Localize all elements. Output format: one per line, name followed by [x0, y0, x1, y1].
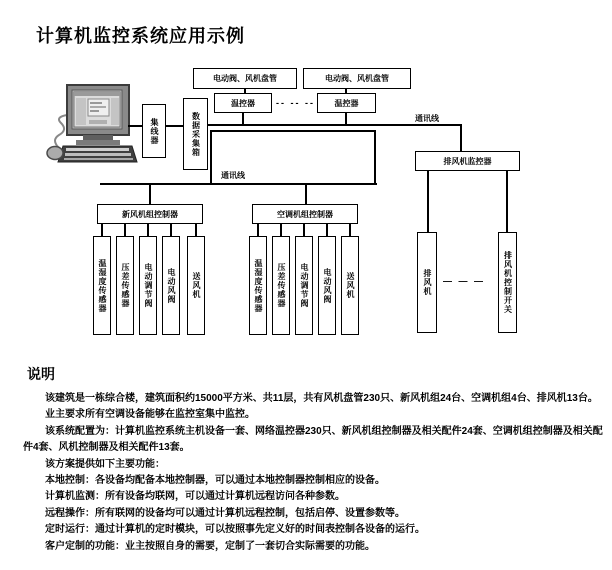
- connector-line: [166, 125, 183, 127]
- thermostat-label: 温控器: [231, 98, 255, 108]
- device-node: [295, 236, 313, 335]
- connector-line: [257, 224, 259, 236]
- exhaust-switch-node: [498, 232, 517, 333]
- device-label: 压差传感器: [121, 263, 130, 308]
- device-node: [272, 236, 290, 335]
- connector-line: [195, 224, 197, 236]
- lower-bus-line: [100, 183, 377, 185]
- computer-icon: [45, 80, 140, 165]
- thermostat-label: 温控器: [334, 98, 359, 108]
- notes-block: [23, 391, 603, 555]
- device-label: 温湿度传感器: [98, 258, 107, 313]
- note-line: 本地控制：各设备均配备本地控制器，可以通过本地控制器控制相应的设备。: [45, 475, 385, 487]
- connector-line: [345, 112, 347, 125]
- note-line: 计算机监测：所有设备均联网，可以通过计算机远程访问各种参数。: [45, 491, 345, 503]
- device-node: [187, 236, 205, 335]
- connector-line: [326, 224, 328, 236]
- hub-label: 集线器: [150, 117, 159, 145]
- note-line: 该方案提供如下主要功能：: [45, 458, 165, 470]
- valve-fancoil-label: 电动阀、风机盘管: [213, 74, 277, 83]
- device-label: 电动风阀: [167, 267, 176, 304]
- device-label: 排风机: [423, 269, 432, 296]
- note-line: 件4套、风机控制器及相关配件13套。: [23, 442, 190, 454]
- thermostat-node-2: [317, 93, 376, 113]
- device-label: 送风机: [346, 272, 355, 299]
- device-node: [249, 236, 267, 335]
- connector-line: [303, 224, 305, 236]
- note-line: 客户定制的功能：业主按照自身的需要，定制了一套切合实际需要的功能。: [45, 540, 375, 552]
- connector-line: [349, 224, 351, 236]
- connector-line: [506, 170, 508, 232]
- note-line: 业主要求所有空调设备能够在监控室集中监控。: [45, 409, 255, 421]
- daq-label: 数据采集箱: [191, 111, 201, 157]
- connector-line: [170, 224, 172, 236]
- fresh-air-controller-label: 新风机组控制器: [122, 209, 178, 219]
- valve-fancoil-node-1: [193, 68, 297, 89]
- valve-fancoil-label: 电动阀、风机盘管: [325, 74, 389, 83]
- connector-line: [101, 224, 103, 236]
- device-label: 电动调节阀: [300, 263, 309, 308]
- connector-line: [427, 170, 429, 232]
- note-line: 远程操作：所有联网的设备均可以通过计算机远程控制，包括启停、设置参数等。: [45, 507, 405, 519]
- device-node: [139, 236, 157, 335]
- exhaust-fan-node: [417, 232, 437, 333]
- device-node: [93, 236, 111, 335]
- note-line: 该建筑是一栋综合楼，建筑面积约15000平方米、共11层，共有风机盘管230只、新风机组24台、空调机组4台、排风机13台。: [45, 393, 598, 404]
- connector-line: [460, 124, 462, 152]
- upper-bus-line: [208, 124, 462, 126]
- device-label: 排风机控制开关: [503, 251, 513, 314]
- thermostat-node-1: [214, 93, 272, 113]
- ahu-controller-label: 空调机组控制器: [277, 209, 333, 219]
- exhaust-ellipsis: — — —: [443, 276, 486, 286]
- connector-line: [305, 185, 307, 204]
- connector-line: [280, 224, 282, 236]
- comm-line-label-left: 通讯线: [221, 171, 245, 180]
- connector-line: [147, 224, 149, 236]
- device-label: 电动风阀: [323, 267, 332, 304]
- connector-line: [128, 125, 142, 127]
- connector-line: [149, 185, 151, 204]
- device-node: [162, 236, 180, 335]
- fresh-air-controller-node: [97, 204, 203, 224]
- thermostat-ellipsis: -- -- --: [276, 98, 315, 108]
- notes-heading: 说明: [27, 366, 55, 382]
- device-node: [341, 236, 359, 335]
- device-label: 电动调节阀: [144, 263, 153, 308]
- hub-node: [142, 104, 166, 158]
- page-title: 计算机监控系统应用示例: [36, 26, 245, 46]
- ahu-controller-node: [252, 204, 358, 224]
- device-label: 送风机: [192, 272, 201, 299]
- device-node: [318, 236, 336, 335]
- connector-line: [242, 112, 244, 125]
- note-line: 该系统配置为：计算机监控系统主机设备一套、网络温控器230只、新风机组控制器及相关配件24套、空调机组控制器及相关配: [45, 425, 603, 437]
- note-line: 定时运行：通过计算机的定时模块，可以按照事先定义好的时间表控制各设备的运行。: [45, 524, 425, 536]
- exhaust-monitor-node: [415, 151, 520, 171]
- device-label: 温湿度传感器: [254, 258, 263, 313]
- comm-line-label-right: 通讯线: [415, 114, 439, 123]
- device-label: 压差传感器: [277, 263, 286, 308]
- device-node: [116, 236, 134, 335]
- exhaust-monitor-label: 排风机监控器: [443, 156, 492, 166]
- valve-fancoil-node-2: [303, 68, 411, 89]
- daq-node: [183, 98, 208, 170]
- connector-line: [124, 224, 126, 236]
